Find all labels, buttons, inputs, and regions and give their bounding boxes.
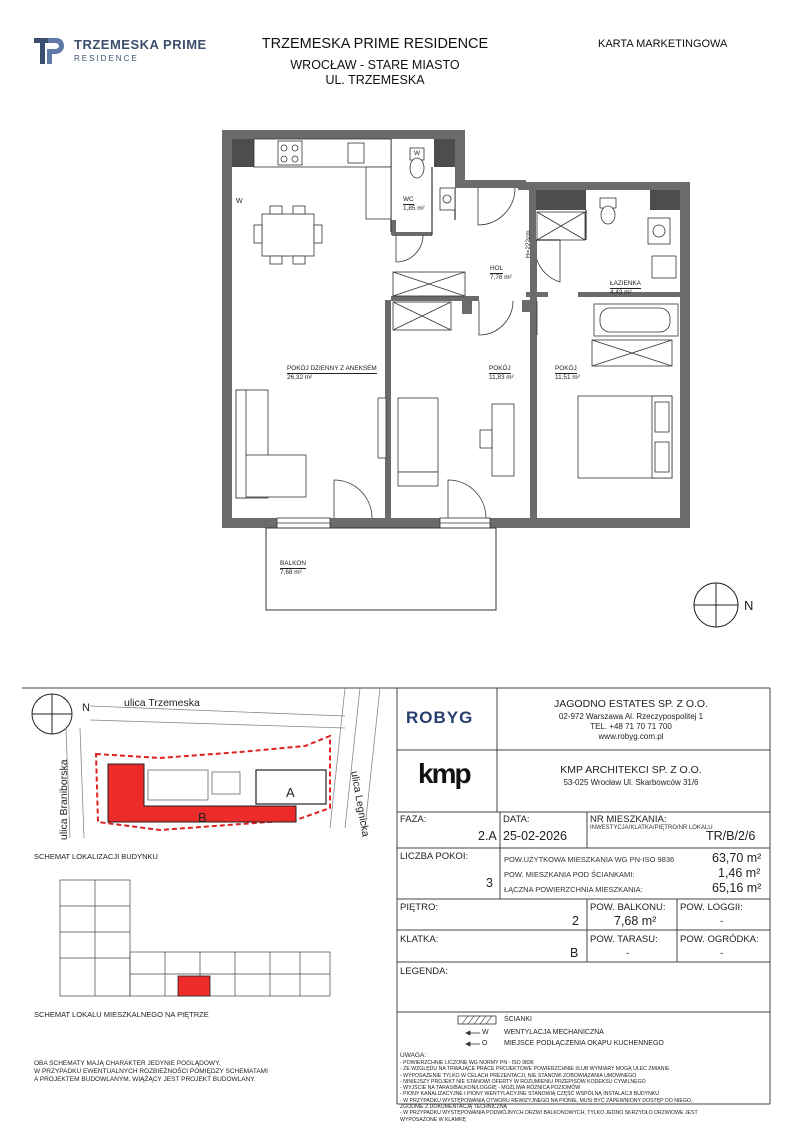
site-north-label: N: [82, 702, 90, 714]
caption-location: SCHEMAT LOKALIZACJI BUDYNKU: [34, 852, 158, 861]
building-b-label: B: [198, 810, 207, 825]
stair-value: B: [570, 946, 579, 960]
terrace-value: -: [626, 948, 630, 959]
legend-label: LEGENDA:: [400, 966, 449, 977]
street-left: ulica Braniborska: [58, 759, 70, 840]
architect-name: KMP ARCHITEKCI SP. Z O.O.: [560, 764, 702, 776]
loggia-value: -: [720, 916, 724, 927]
doc-type: KARTA MARKETINGOWA: [598, 38, 728, 50]
area3-label: ŁĄCZNA POWIERZCHNIA MIESZKANIA:: [504, 885, 643, 894]
room-label-living: POKÓJ DZIENNY Z ANEKSEM 26,32 m²: [287, 365, 377, 381]
street-right: ulica Legnicka: [348, 770, 372, 838]
legend-o: MIEJSCE PODŁĄCZENIA OKAPU KUCHENNEGO: [504, 1040, 664, 1047]
legend-w: WENTYLACJA MECHANICZNA: [504, 1029, 604, 1036]
faza-label: FAZA:: [400, 814, 427, 825]
north-label: N: [744, 598, 754, 613]
garden-value: -: [720, 948, 724, 959]
balcony-value: 7,68 m²: [614, 914, 657, 928]
page-title: TRZEMESKA PRIME RESIDENCE: [261, 36, 489, 52]
street-line: UL. TRZEMESKA: [325, 73, 425, 87]
room-label-wc: WC 1,85 m²: [403, 196, 425, 212]
room-label-room2: POKÓJ 11,51 m²: [555, 365, 580, 381]
nr-value: TR/B/2/6: [706, 829, 756, 843]
room-label-room1: POKÓJ 11,83 m²: [489, 365, 514, 381]
garden-label: POW. OGRÓDKA:: [680, 934, 759, 945]
vent-label: W: [414, 150, 421, 157]
developer-address: 02-972 Warszawa Al. Rzeczypospolitej 1 TEL. +48 71 70 71 700 www.robyg.com.pl: [558, 712, 704, 741]
room-label-lazienka: ŁAZIENKA 4,43 m²: [610, 280, 641, 296]
svg-text:W: W: [236, 198, 243, 205]
city-line: WROCŁAW - STARE MIASTO: [290, 58, 460, 72]
floor-value: 2: [572, 914, 579, 928]
floor-scheme: [40, 876, 340, 1002]
kmp-logo: kmp: [418, 758, 470, 789]
area3-value: 65,16 m²: [712, 881, 762, 895]
height-note: H=222cm: [525, 230, 532, 258]
area2-label: POW. MIESZKANIA POD ŚCIANKAMI:: [504, 870, 635, 879]
building-a-label: A: [286, 785, 295, 800]
legend-o-key: O: [482, 1040, 488, 1047]
terrace-label: POW. TARASU:: [590, 934, 658, 945]
area1-value: 63,70 m²: [712, 851, 762, 865]
legend-w-key: W: [482, 1029, 489, 1036]
area1-label: POW.UŻYTKOWA MIESZKANIA WG PN-ISO 9836: [504, 855, 675, 864]
architect-address: 53-025 Wrocław Ul. Skarbowców 31/6: [563, 778, 699, 787]
street-top: ulica Trzemeska: [124, 697, 200, 709]
caption-floor: SCHEMAT LOKALU MIESZKALNEGO NA PIĘTRZE: [34, 1010, 209, 1019]
developer-name: JAGODNO ESTATES SP. Z O.O.: [553, 698, 709, 710]
brand-sub: RESIDENCE: [74, 54, 139, 63]
schema-note: OBA SCHEMATY MAJĄ CHARAKTER JEDYNIE POGLĄDOWY. W PRZYPADKU EWENTUALNYCH ROZBIEŻNOŚCI POMIĘDZY SCHEMATAMI A PROJEKTEM BUDOWLANYM, WIĄŻĄCY JEST PROJEKT BUDOWLANY.: [34, 1060, 268, 1083]
rooms-value: 3: [486, 876, 493, 890]
floor-label: PIĘTRO:: [400, 902, 439, 913]
rooms-label: LICZBA POKOI:: [400, 851, 469, 862]
faza-value: 2.A: [478, 829, 497, 843]
brand-name: TRZEMESKA PRIME: [74, 37, 207, 52]
area2-value: 1,46 m²: [718, 866, 761, 880]
nr-label: NR MIESZKANIA:: [590, 814, 667, 825]
room-label-hol: HOL 7,76 m²: [490, 265, 512, 281]
loggia-label: POW. LOGGII:: [680, 902, 743, 913]
balcony-label: POW. BALKONU:: [590, 902, 666, 913]
notes-title: UWAGA:: [400, 1052, 427, 1059]
data-value: 25-02-2026: [503, 829, 567, 843]
robyg-logo: ROBYG: [406, 708, 474, 727]
nr-sub: INWESTYCJA/KLATKA/PIĘTRO/NR LOKALU: [590, 825, 713, 831]
room-label-balkon: BALKON 7,68 m²: [280, 560, 306, 576]
notes-block: - POWIERZCHNIE LICZONE WG NORMY PN - ISO 9836 - ZE WZGLĘDU NA TRWAJĄCE PRACE PROJEKTOWE POWIERZCHNIE I/LUB WYMIARY MOGĄ ULEC ZMIANIE - WYPOSAŻENIE TYLKO W CELACH PREZENTACJI, NIE STANOWI ZOBOWIĄZANIA UMOWNEGO - NINIEJSZY PROJEKT NIE STANOWI OFERTY W ROZUMIENIU PRZEPISÓW KODEKSU CYWILNEGO - WYJŚCIE NA TARAS/BALKON/LOGGIĘ - MOŻLIWA RÓŻNICA POZIOMÓW - PIONY KANALIZACYJNE I PIONY WENTYLACYJNE STANOWIĄ CZĘŚĆ WSPÓLNĄ INSTALACJI BUDYNKU - W PRZYPADKU WYSTĘPOWANIA OTWORU REWIZYJNEGO NA PIONIE, MUSI BYĆ ZAPEWNIONY DOSTĘP DO NIEGO, ZGODNIE Z DOKUMENTACJĄ TECHNICZNĄ - W PRZYPADKU WYSTĘPOWANIA PODWÓJNYCH DRZWI BALKONOWYCH, TYLKO JEDNO SKRZYDŁO DRZWIOWE JEST WYPOSAŻONE W KLAMKĘ: [400, 1060, 698, 1123]
legend-walls: ŚCIANKI: [504, 1016, 533, 1023]
stair-label: KLATKA:: [400, 934, 439, 945]
data-label: DATA:: [503, 814, 530, 825]
